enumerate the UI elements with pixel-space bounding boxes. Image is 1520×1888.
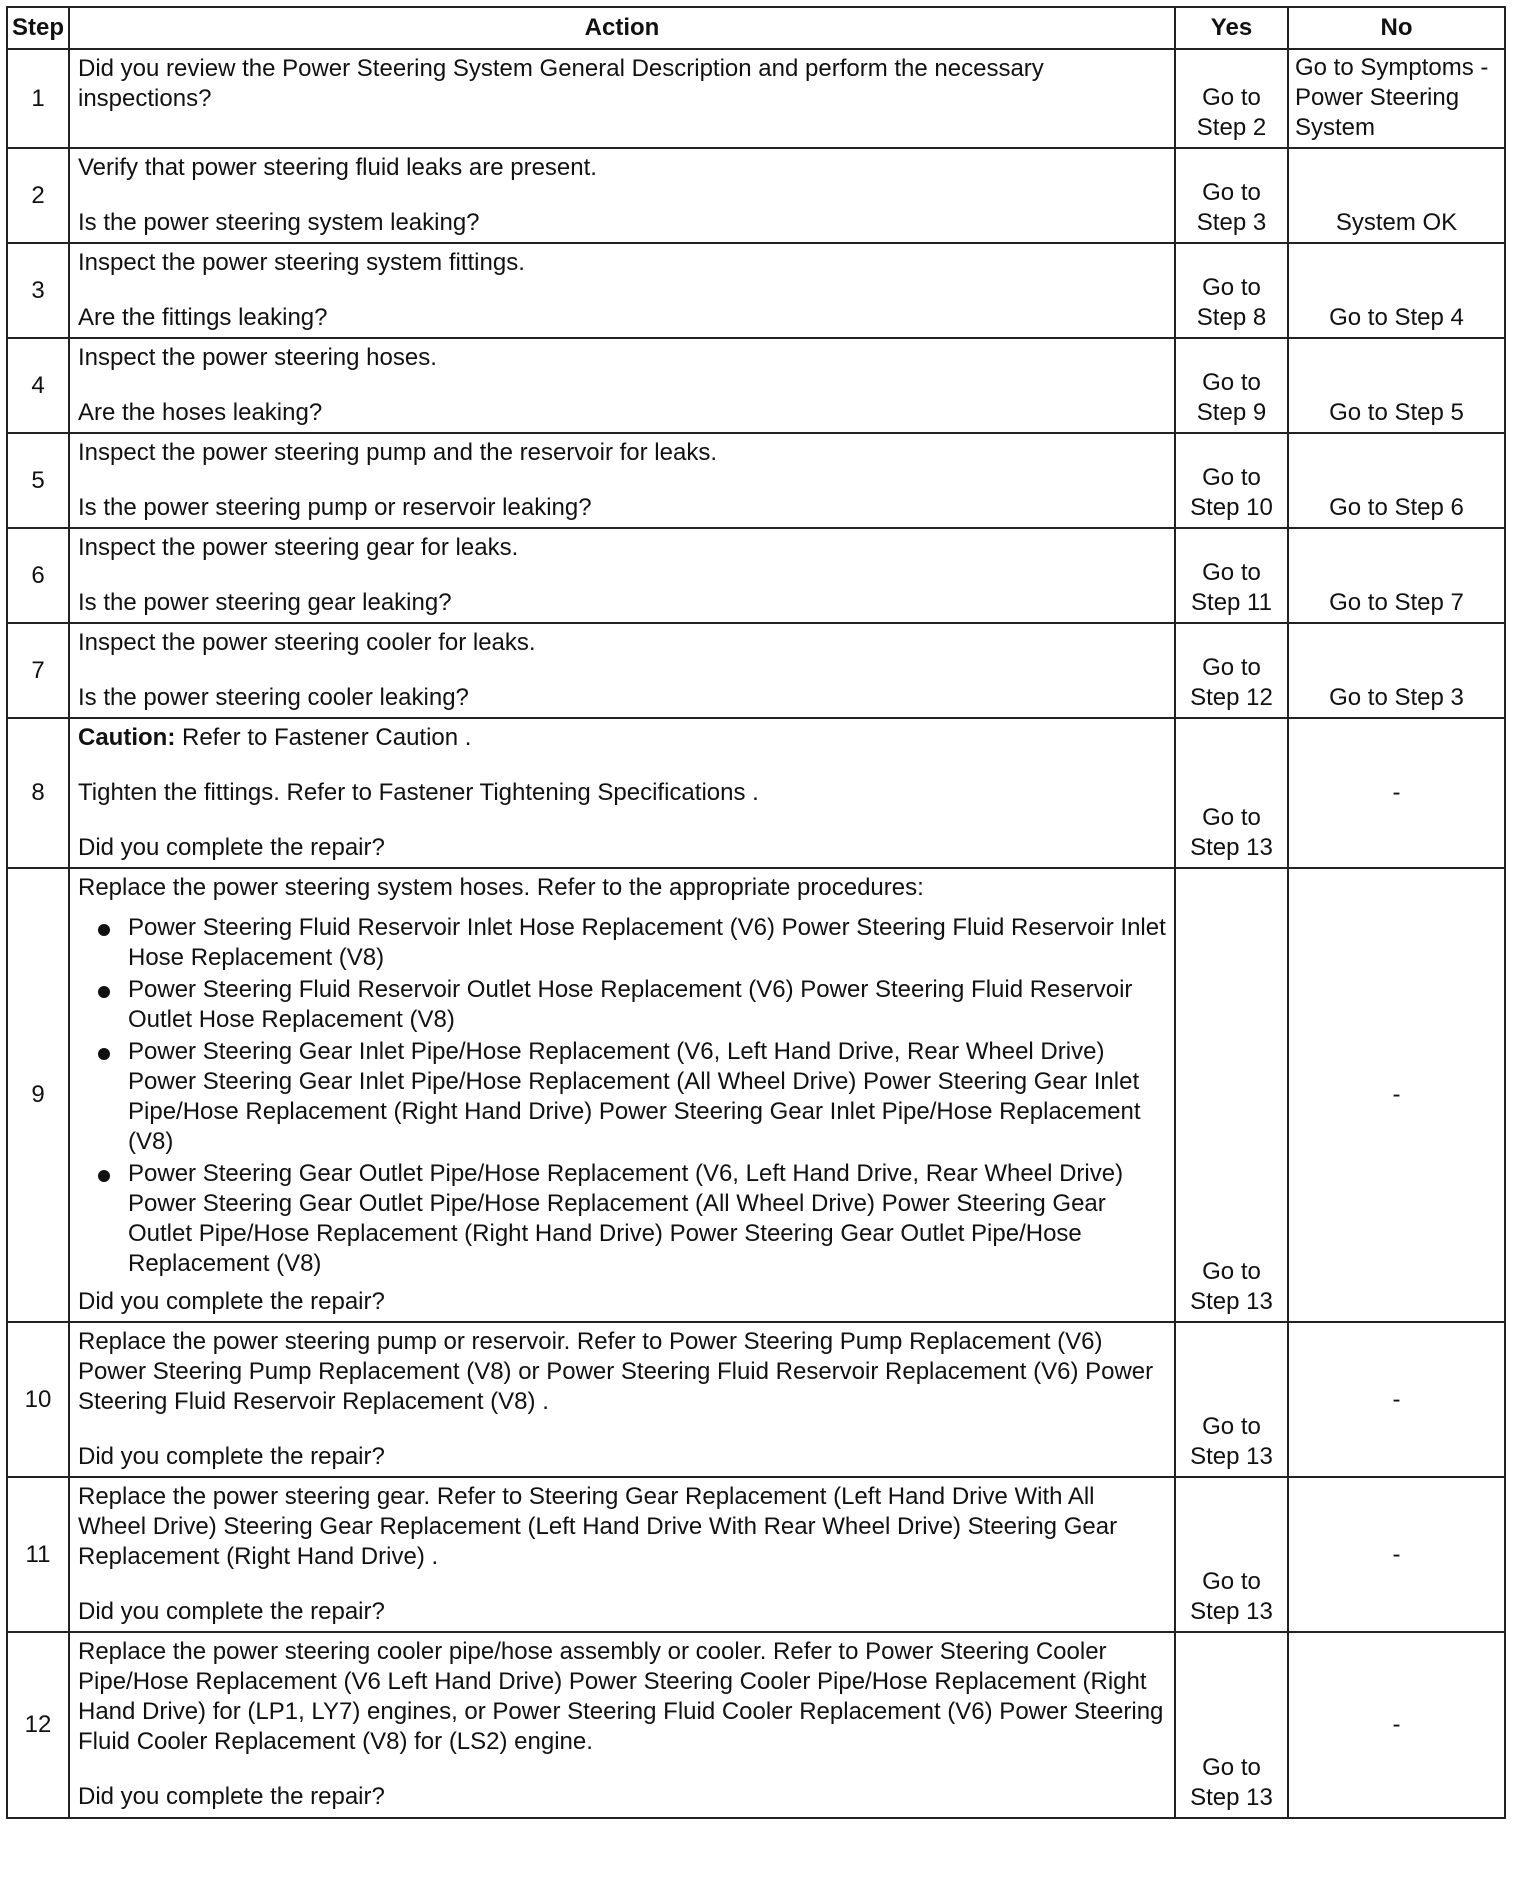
no-cell: -: [1288, 868, 1505, 1322]
table-row: [7, 433, 1505, 528]
action-question: Is the power steering gear leaking?: [78, 589, 452, 616]
table-row: [7, 1632, 1505, 1818]
action-text: Inspect the power steering hoses.: [78, 344, 437, 371]
action-text: Replace the power steering pump or reservoir. Refer to Power Steering Pump Replacement (V6) Power Steering Pump Replacement (V8) or Power Steering Fluid Reservoir Replacement (V6) Power Steering Fluid Reservoir Replacement (V8) .: [78, 1328, 1154, 1415]
action-question: Is the power steering pump or reservoir leaking?: [78, 494, 592, 521]
table-row: [7, 868, 1505, 1322]
table-row: [7, 49, 1505, 148]
no-cell: Go to Step 6: [1288, 433, 1505, 528]
step-number: 5: [7, 433, 69, 528]
list-item: [78, 913, 1166, 973]
action-cell: [69, 868, 1175, 1322]
caution-text: Refer to Fastener Caution .: [175, 724, 472, 751]
table-row: [7, 243, 1505, 338]
no-cell: -: [1288, 1322, 1505, 1477]
table-row: [7, 528, 1505, 623]
procedure-link: Power Steering Fluid Reservoir Inlet Hose Replacement (V6) Power Steering Fluid Reservoir Inlet Hose Replacement (V8): [128, 914, 1166, 971]
yes-cell: Go to Step 11: [1175, 528, 1288, 623]
step-number: 4: [7, 338, 69, 433]
step-number: 1: [7, 49, 69, 148]
no-cell: System OK: [1288, 148, 1505, 243]
yes-cell: Go to Step 13: [1175, 718, 1288, 868]
action-question: Are the hoses leaking?: [78, 399, 323, 426]
caution-line: [78, 723, 1166, 753]
action-question: Are the fittings leaking?: [78, 304, 328, 331]
no-cell: Go to Step 4: [1288, 243, 1505, 338]
action-cell: [69, 718, 1175, 868]
action-question: Is the power steering system leaking?: [78, 209, 480, 236]
procedure-list: [78, 913, 1166, 1279]
action-cell: [69, 1322, 1175, 1477]
yes-cell: Go to Step 8: [1175, 243, 1288, 338]
action-text: Replace the power steering cooler pipe/hose assembly or cooler. Refer to Power Steering Cooler Pipe/Hose Replacement (V6 Left Hand Drive) Power Steering Cooler Pipe/Hose Replacement (Right Hand Drive) for (LP1, LY7) engines, or Power Steering Fluid Cooler Replacement (V6) Power Steering Fluid Cooler Replacement (V8) for (LS2) engine.: [78, 1638, 1164, 1755]
procedure-link: Power Steering Gear Outlet Pipe/Hose Replacement (V6, Left Hand Drive, Rear Wheel Drive) Power Steering Gear Outlet Pipe/Hose Replacement (All Wheel Drive) Power Steering Gear Outlet Pipe/Hose Replacement (Right Hand Drive) Power Steering Gear Outlet Pipe/Hose Replacement (V8): [128, 1160, 1124, 1277]
action-cell: [69, 1477, 1175, 1632]
action-question: Is the power steering cooler leaking?: [78, 684, 469, 711]
procedure-link: Power Steering Fluid Reservoir Outlet Hose Replacement (V6) Power Steering Fluid Reservoir Outlet Hose Replacement (V8): [128, 976, 1133, 1033]
no-cell: -: [1288, 718, 1505, 868]
action-cell: [69, 623, 1175, 718]
header-action: Action: [69, 7, 1175, 49]
list-item: [78, 1037, 1166, 1157]
no-cell: Go to Symptoms - Power Steering System: [1288, 49, 1505, 148]
no-cell: Go to Step 5: [1288, 338, 1505, 433]
action-text: Inspect the power steering pump and the reservoir for leaks.: [78, 439, 717, 466]
step-number: 2: [7, 148, 69, 243]
action-question: Did you complete the repair?: [78, 1783, 385, 1810]
step-number: 3: [7, 243, 69, 338]
bullet-icon: [98, 1048, 110, 1060]
yes-cell: Go to Step 2: [1175, 49, 1288, 148]
action-text: Inspect the power steering gear for leaks.: [78, 534, 519, 561]
action-text: Did you review the Power Steering System General Description and perform the necessary inspections?: [78, 55, 1044, 112]
action-cell: [69, 433, 1175, 528]
table-row: [7, 148, 1505, 243]
no-cell: -: [1288, 1477, 1505, 1632]
header-yes: Yes: [1175, 7, 1288, 49]
no-cell: -: [1288, 1632, 1505, 1818]
yes-cell: Go to Step 13: [1175, 1632, 1288, 1818]
action-text: Inspect the power steering cooler for leaks.: [78, 629, 536, 656]
table-row: [7, 1322, 1505, 1477]
step-number: 10: [7, 1322, 69, 1477]
step-number: 7: [7, 623, 69, 718]
bullet-icon: [98, 986, 110, 998]
step-number: 11: [7, 1477, 69, 1632]
table-row: [7, 623, 1505, 718]
table-row: [7, 718, 1505, 868]
diagnostic-table: [6, 6, 1506, 1819]
yes-cell: Go to Step 3: [1175, 148, 1288, 243]
no-cell: Go to Step 7: [1288, 528, 1505, 623]
yes-cell: Go to Step 13: [1175, 868, 1288, 1322]
yes-cell: Go to Step 12: [1175, 623, 1288, 718]
action-cell: [69, 1632, 1175, 1818]
action-question: Did you complete the repair?: [78, 834, 385, 861]
action-question: Did you complete the repair?: [78, 1288, 385, 1315]
action-cell: [69, 338, 1175, 433]
step-number: 8: [7, 718, 69, 868]
yes-cell: Go to Step 10: [1175, 433, 1288, 528]
header-no: No: [1288, 7, 1505, 49]
bullet-icon: [98, 924, 110, 936]
table-row: [7, 1477, 1505, 1632]
table-row: [7, 338, 1505, 433]
action-text: Replace the power steering gear. Refer to Steering Gear Replacement (Left Hand Drive With All Wheel Drive) Steering Gear Replacement (Left Hand Drive With Rear Wheel Drive) Steering Gear Replacement (Right Hand Drive) .: [78, 1483, 1118, 1570]
action-text: Replace the power steering system hoses. Refer to the appropriate procedures:: [78, 874, 924, 901]
action-question: Did you complete the repair?: [78, 1598, 385, 1625]
step-number: 9: [7, 868, 69, 1322]
bullet-icon: [98, 1170, 110, 1182]
action-text: Verify that power steering fluid leaks are present.: [78, 154, 597, 181]
step-number: 12: [7, 1632, 69, 1818]
action-cell: [69, 243, 1175, 338]
yes-cell: Go to Step 13: [1175, 1322, 1288, 1477]
header-step: Step: [7, 7, 69, 49]
action-cell: [69, 148, 1175, 243]
action-text: Tighten the fittings. Refer to Fastener Tightening Specifications .: [78, 779, 759, 806]
action-cell: [69, 49, 1175, 148]
yes-cell: Go to Step 13: [1175, 1477, 1288, 1632]
action-text: Inspect the power steering system fittings.: [78, 249, 525, 276]
list-item: [78, 1159, 1166, 1279]
procedure-link: Power Steering Gear Inlet Pipe/Hose Replacement (V6, Left Hand Drive, Rear Wheel Drive) Power Steering Gear Inlet Pipe/Hose Replacement (All Wheel Drive) Power Steering Gear Inlet Pipe/Hose Replacement (Right Hand Drive) Power Steering Gear Inlet Pipe/Hose Replacement (V8): [128, 1038, 1141, 1155]
caution-label: Caution:: [78, 724, 176, 751]
action-question: Did you complete the repair?: [78, 1443, 385, 1470]
yes-cell: Go to Step 9: [1175, 338, 1288, 433]
header-row: [7, 7, 1505, 49]
list-item: [78, 975, 1166, 1035]
action-cell: [69, 528, 1175, 623]
no-cell: Go to Step 3: [1288, 623, 1505, 718]
step-number: 6: [7, 528, 69, 623]
